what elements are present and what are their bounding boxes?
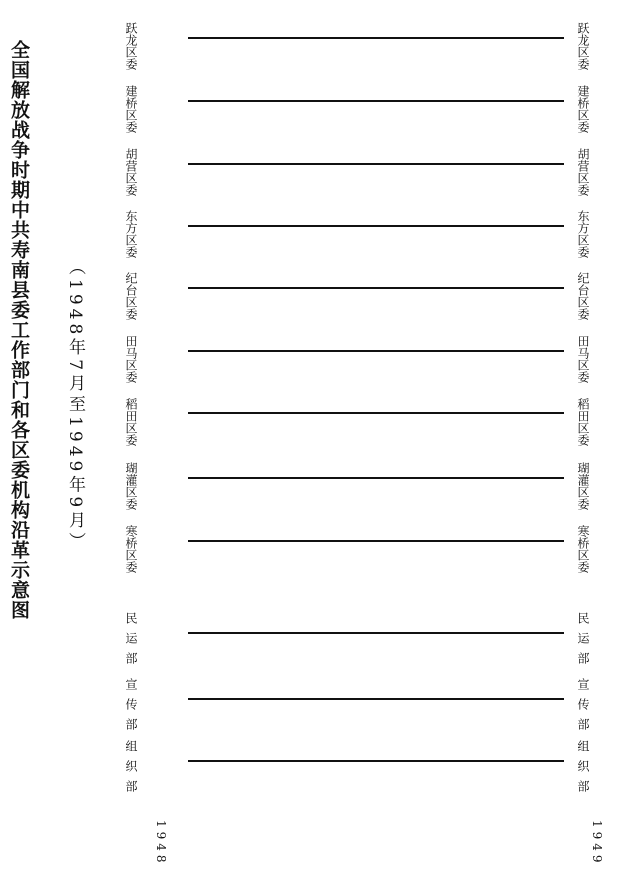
unit-label-start: 纪台区委 — [124, 272, 138, 320]
timeline-line — [188, 287, 564, 289]
dept-label-end: 宣传部 — [576, 678, 590, 738]
timeline-line — [188, 412, 564, 414]
dept-label-start: 组织部 — [124, 740, 138, 800]
timeline-line — [188, 760, 564, 762]
timeline-line — [188, 540, 564, 542]
diagram-subtitle: （1948年7月至1949年9月） — [65, 258, 85, 554]
unit-label-end: 东方区委 — [576, 210, 590, 258]
unit-label-start: 田马区委 — [124, 335, 138, 383]
unit-label-end: 田马区委 — [576, 335, 590, 383]
unit-label-start: 瑚灌区委 — [124, 462, 138, 510]
unit-label-end: 跃龙区委 — [576, 22, 590, 70]
unit-label-end: 瑚灌区委 — [576, 462, 590, 510]
unit-label-start: 稻田区委 — [124, 398, 138, 446]
dept-label-end: 民运部 — [576, 612, 590, 672]
dept-label-start: 宣传部 — [124, 678, 138, 738]
unit-label-end: 寒桥区委 — [576, 525, 590, 573]
unit-label-end: 纪台区委 — [576, 272, 590, 320]
dept-label-start: 民运部 — [124, 612, 138, 672]
unit-label-start: 胡营区委 — [124, 148, 138, 196]
unit-label-start: 寒桥区委 — [124, 525, 138, 573]
timeline-line — [188, 698, 564, 700]
unit-label-end: 稻田区委 — [576, 398, 590, 446]
timeline-line — [188, 163, 564, 165]
unit-label-end: 胡营区委 — [576, 148, 590, 196]
unit-label-start: 东方区委 — [124, 210, 138, 258]
timeline-line — [188, 37, 564, 39]
unit-label-start: 跃龙区委 — [124, 22, 138, 70]
unit-label-end: 建桥区委 — [576, 85, 590, 133]
timeline-line — [188, 225, 564, 227]
dept-label-end: 组织部 — [576, 740, 590, 800]
timeline-line — [188, 100, 564, 102]
timeline-line — [188, 632, 564, 634]
diagram-title: 全国解放战争时期中共寿南县委工作部门和各区委机构沿革示意图 — [8, 40, 30, 620]
timeline-line — [188, 350, 564, 352]
year-start-label: 1948 — [154, 820, 168, 867]
year-end-label: 1949 — [590, 820, 604, 867]
unit-label-start: 建桥区委 — [124, 85, 138, 133]
timeline-line — [188, 477, 564, 479]
